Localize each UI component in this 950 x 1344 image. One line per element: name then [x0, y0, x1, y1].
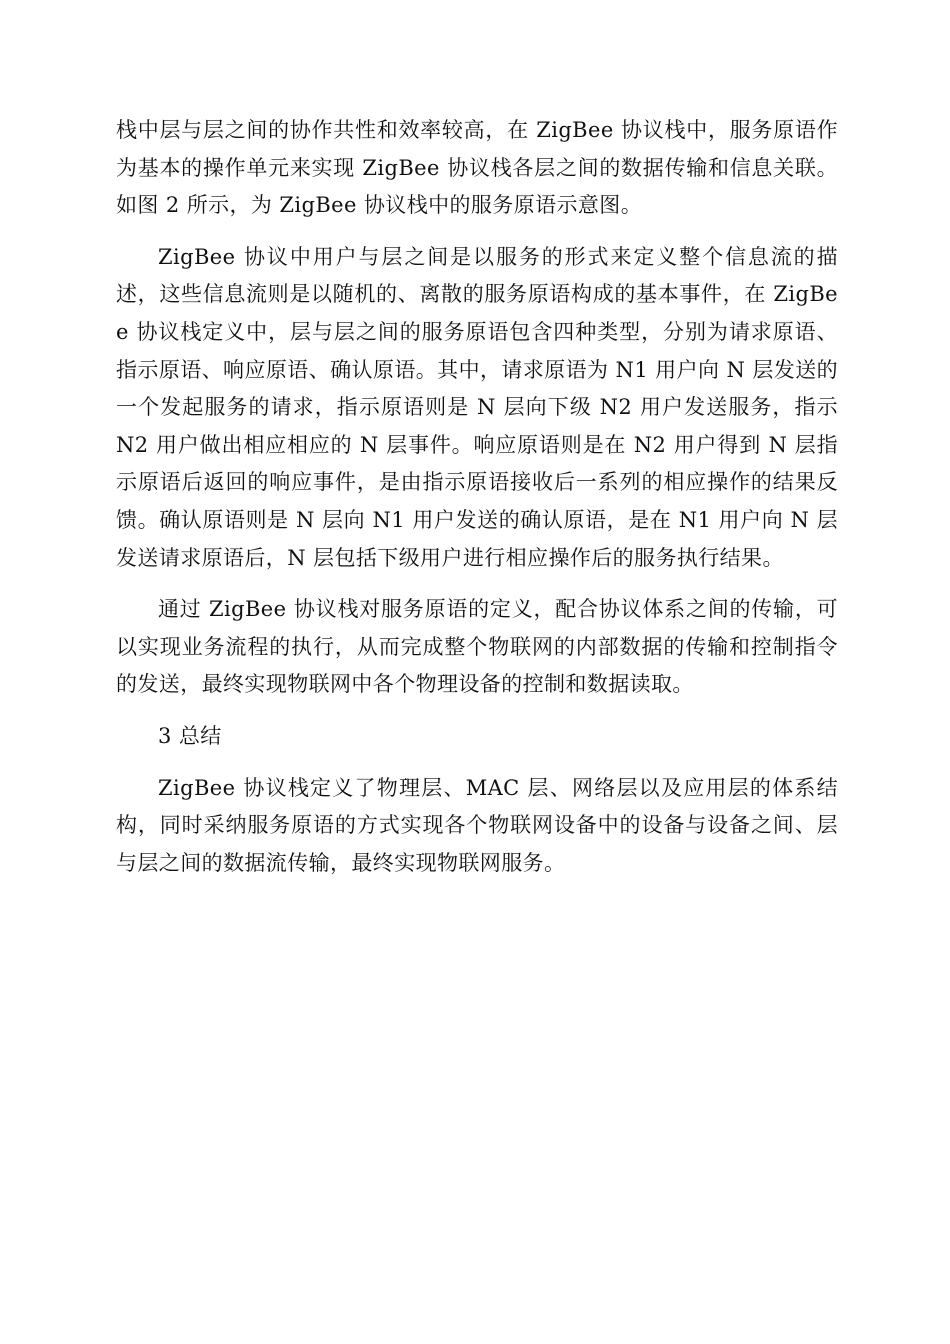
paragraph-continuation: 栈中层与层之间的协作共性和效率较高，在 ZigBee 协议栈中，服务原语作为基本的操作单元来实现 ZigBee 协议栈各层之间的数据传输和信息关联。如图 2 所示，为 ZigBee 协议栈中的服务原语示意图。: [116, 118, 838, 218]
section-heading-summary: 3 总结: [158, 723, 222, 748]
paragraph-service-primitives: ZigBee 协议中用户与层之间是以服务的形式来定义整个信息流的描述，这些信息流则是以随机的、离散的服务原语构成的基本事件，在 ZigBee 协议栈定义中，层与层之间的服务原语包含四种类型，分别为请求原语、指示原语、响应原语、确认原语。其中，请求原语为 N1 用户向 N 层发送的一个发起服务的请求，指示原语则是 N 层向下级 N2 用户发送服务，指示 N2 用户做出相应相应的 N 层事件。响应原语则是在 N2 用户得到 N 层指示原语后返回的响应事件，是由指示原语接收后一系列的相应操作的结果反馈。确认原语则是 N 层向 N1 用户发送的确认原语，是在 N1 用户向 N 层发送请求原语后，N 层包括下级用户进行相应操作后的服务执行结果。: [116, 244, 838, 570]
document-body: [116, 112, 838, 896]
paragraph-summary: ZigBee 协议栈定义了物理层、MAC 层、网络层以及应用层的体系结构，同时采纳服务原语的方式实现各个物联网设备中的设备与设备之间、层与层之间的数据流传输，最终实现物联网服务。: [116, 775, 838, 875]
paragraph-business-flow: 通过 ZigBee 协议栈对服务原语的定义，配合协议体系之间的传输，可以实现业务流程的执行，从而完成整个物联网的内部数据的传输和控制指令的发送，最终实现物联网中各个物理设备的控制和数据读取。: [116, 597, 838, 697]
